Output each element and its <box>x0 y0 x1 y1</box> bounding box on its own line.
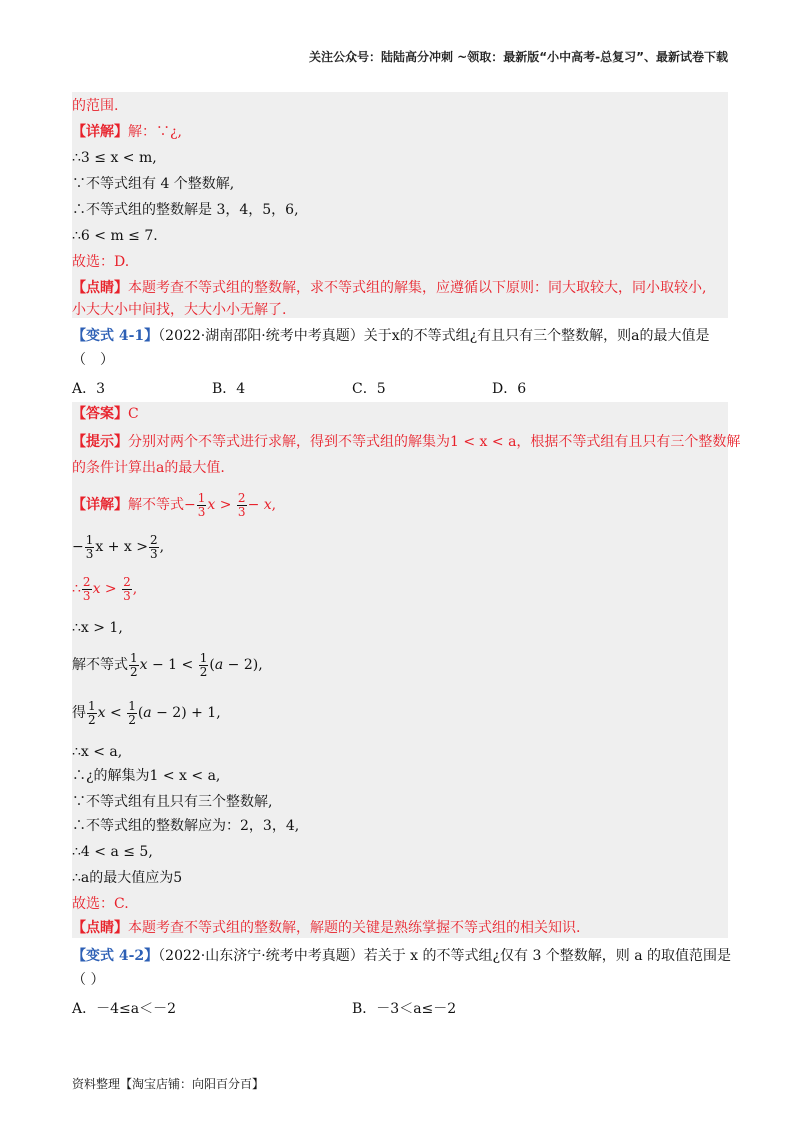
math-line: ∴x > 1, <box>72 620 123 636</box>
hint-text: 分别对两个不等式进行求解，得到不等式组的解集为1 < x < a，根据不等式组有且只有三个整数解 <box>128 434 741 450</box>
question-tag: 【变式 4-2】 <box>72 948 159 964</box>
math-line: 解不等式 $\frac{1}{2}$ x − 1 < $\frac{1}{2}$ (a − 2), <box>72 650 263 679</box>
hint-line: 的条件计算出a的最大值. <box>72 460 225 476</box>
question-text: （2022·湖南邵阳·统考中考真题）关于x的不等式组¿有且只有三个整数解，则a的最大值是 <box>158 328 710 344</box>
detail-tag: 【详解】 <box>72 497 128 513</box>
math-line: 得 $\frac{1}{2}$ x < $\frac{1}{2}$ (a − 2) + 1, <box>72 698 221 727</box>
math-line: ∴ $\frac{2}{3}$ x > $\frac{2}{3}$ , <box>72 574 138 603</box>
detail-line <box>72 122 182 142</box>
question-4-2 <box>72 946 731 966</box>
question-tag: 【变式 4-1】 <box>72 328 159 344</box>
math-line: ∴a的最大值应为5 <box>72 870 183 886</box>
question-4-1 <box>72 326 709 346</box>
option-b: B．－3＜a≤－2 <box>352 1001 457 1017</box>
math-line: ∴x < a, <box>72 744 123 760</box>
comment-line: 小大大小中间找，大大小小无解了. <box>72 302 287 318</box>
answer-line: 故选：D. <box>72 254 130 270</box>
answer-blank: （ ） <box>72 972 105 988</box>
comment-line <box>72 918 580 938</box>
math-line: ∴3 ≤ x < m, <box>72 150 157 166</box>
comment-text: 本题考查不等式组的整数解，解题的关键是熟练掌握不等式组的相关知识. <box>128 920 581 936</box>
comment-line <box>72 278 706 298</box>
answer-line: 故选：C. <box>72 896 129 912</box>
answer-value: C <box>128 406 139 422</box>
text-line: ∵不等式组有 4 个整数解, <box>72 176 235 192</box>
answer-blank: （ ） <box>72 352 114 368</box>
comment-tag: 【点睛】 <box>72 920 128 936</box>
question-text: （2022·山东济宁·统考中考真题）若关于 x 的不等式组¿仅有 3 个整数解，则 a 的取值范围是 <box>158 948 732 964</box>
text-line: ∴不等式组的整数解是 3，4，5，6, <box>72 202 299 218</box>
math-line: ∴6 < m ≤ 7. <box>72 228 158 244</box>
detail-tag: 【详解】 <box>72 124 128 140</box>
detail-text: 解：∵¿, <box>128 124 182 140</box>
option-d: D．6 <box>492 381 527 397</box>
math-line: − $\frac{1}{3}$ x + x > $\frac{2}{3}$ , <box>72 532 165 561</box>
detail-line: 【详解】解不等式− $\frac{1}{3}$ x > $\frac{2}{3}$ − x, <box>72 490 277 519</box>
detail-text: 解不等式 <box>128 497 184 513</box>
comment-text: 本题考查不等式组的整数解，求不等式组的解集，应遵循以下原则：同大取较大，同小取较小, <box>128 280 707 296</box>
hint-line <box>72 432 740 452</box>
math-line: ∴4 < a ≤ 5, <box>72 844 153 860</box>
comment-tag: 【点睛】 <box>72 280 128 296</box>
answer-tag: 【答案】 <box>72 406 128 422</box>
text-line: ∵不等式组有且只有三个整数解, <box>72 794 273 810</box>
math-line: ∴¿的解集为1 < x < a, <box>72 768 221 784</box>
option-a: A．－4≤a＜－2 <box>72 1001 177 1017</box>
text-line: ∴不等式组的整数解应为：2，3，4, <box>72 818 300 834</box>
hint-tag: 【提示】 <box>72 434 128 450</box>
option-a: A．3 <box>72 381 106 397</box>
answer-line <box>72 404 139 424</box>
option-b: B．4 <box>212 381 246 397</box>
page-footer: 资料整理【淘宝店铺：向阳百分百】 <box>72 1077 265 1091</box>
page-header: 关注公众号：陆陆高分冲刺 ~领取：最新版“小中高考-总复习”、最新试卷下载 <box>309 50 728 64</box>
text-line: 的范围. <box>72 98 119 114</box>
option-c: C．5 <box>352 381 386 397</box>
